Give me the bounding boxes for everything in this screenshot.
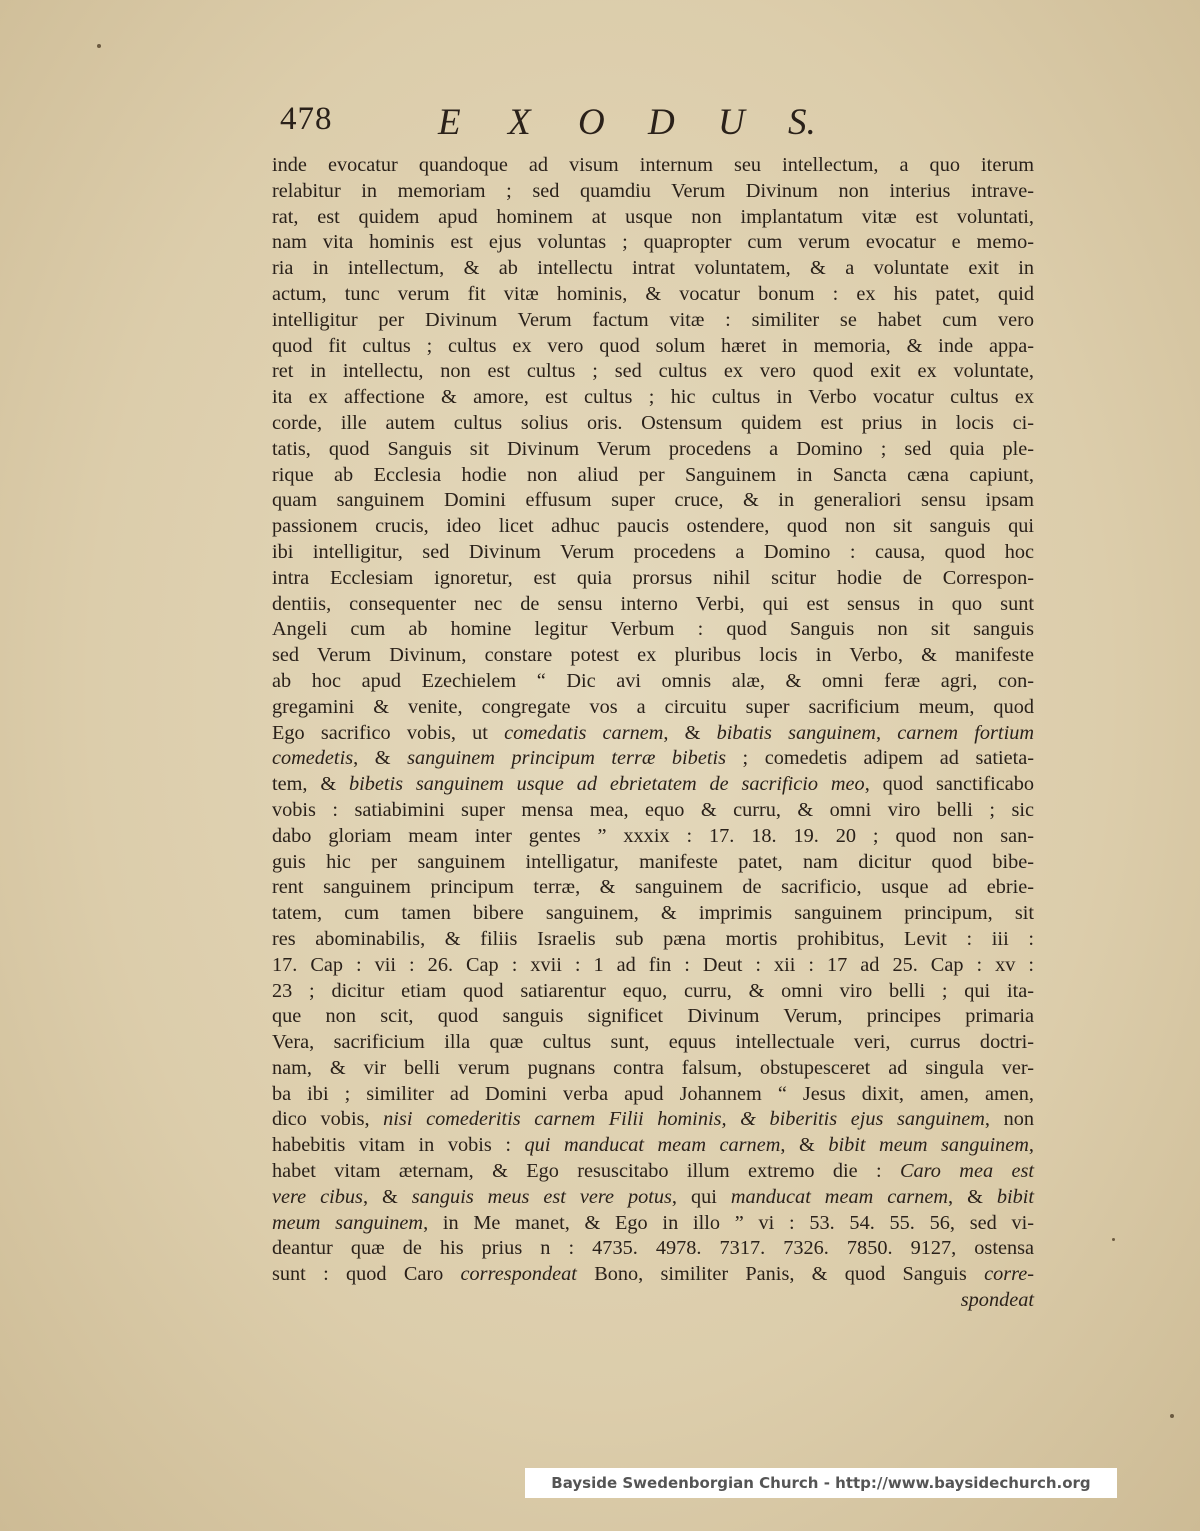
page-header — [270, 101, 1070, 149]
text-run: tatem, cum tamen bibere sanguinem, & imprimis sanguinem principum, sit — [272, 902, 1034, 925]
text-run: 23 ; dicitur etiam quod satiarentur equo, curru, & omni viro belli ; qui ita- — [272, 979, 1034, 1002]
text-line — [272, 643, 1034, 669]
text-line — [272, 179, 1034, 205]
text-run: ab hoc apud Ezechielem “ Dic avi omnis alæ, & omni feræ agri, con- — [272, 669, 1034, 692]
text-run: intelligitur per Divinum Verum factum vitæ : similiter se habet cum vero — [272, 308, 1034, 331]
text-line — [272, 282, 1034, 308]
text-line — [272, 1004, 1034, 1030]
text-line — [272, 695, 1034, 721]
text-line — [272, 540, 1034, 566]
italic-run: qui manducat meam carnem — [524, 1134, 781, 1157]
italic-run: bibetis sanguinem usque ad ebrietatem de sacrificio meo — [348, 773, 865, 796]
text-run: rique ab Ecclesia hodie non aliud per Sanguinem in Sancta cæna capiunt, — [272, 463, 1034, 486]
text-run: ria in intellectum, & ab intellectu intrat voluntatem, & a voluntate exit in — [272, 257, 1034, 280]
text-run: guis hic per sanguinem intelligatur, manifeste patet, nam dicitur quod bibe- — [272, 850, 1034, 873]
text-line — [272, 1030, 1034, 1056]
text-run: que non scit, quod sanguis significet Divinum Verum, principes primaria — [272, 1005, 1034, 1028]
text-line — [272, 230, 1034, 256]
italic-run: comedetis — [272, 747, 354, 770]
italic-run: comedatis carnem — [504, 721, 664, 744]
text-run: intra Ecclesiam ignoretur, est quia prorsus nihil scitur hodie de Correspon- — [272, 566, 1034, 589]
text-line — [272, 901, 1034, 927]
text-line — [272, 617, 1034, 643]
text-run: , — [1028, 1134, 1034, 1157]
text-run: sunt : quod Caro — [272, 1263, 461, 1286]
text-run: Vera, sacrificium illa quæ cultus sunt, equus intellectuale veri, currus doctri- — [272, 1031, 1034, 1054]
text-line — [272, 359, 1034, 385]
text-line — [272, 772, 1034, 798]
text-line — [272, 1133, 1034, 1159]
text-run: deantur quæ de his prius n : 4735. 4978. 7317. 7326. 7850. 9127, ostensa — [272, 1237, 1034, 1260]
text-run: rent sanguinem principum terræ, & sanguinem de sacrificio, usque ad ebrie- — [272, 876, 1034, 899]
catchword: spondeat — [960, 1289, 1034, 1312]
text-run: tatis, quod Sanguis sit Divinum Verum procedens a Domino ; sed quia ple- — [272, 437, 1034, 460]
text-run: ret in intellectu, non est cultus ; sed cultus ex vero quod exit ex voluntate, — [272, 360, 1034, 383]
running-title — [438, 101, 858, 144]
text-run: sed Verum Divinum, constare potest ex pluribus locis in Verbo, & manifeste — [272, 644, 1034, 667]
text-line — [272, 308, 1034, 334]
text-line — [272, 1262, 1034, 1288]
italic-run: correspondeat — [460, 1263, 577, 1286]
text-line — [272, 411, 1034, 437]
text-line — [272, 153, 1034, 179]
text-run: nam, & vir belli verum pugnans contra falsum, obstupesceret ad singula ver- — [272, 1056, 1034, 1079]
text-line — [272, 1056, 1034, 1082]
text-line — [272, 953, 1034, 979]
text-line — [272, 1082, 1034, 1108]
text-run: , & — [362, 1185, 412, 1208]
paper-speck — [97, 44, 101, 48]
text-line — [272, 514, 1034, 540]
text-run: passionem crucis, ideo licet adhuc paucis ostendere, quod non sit sanguis qui — [272, 515, 1034, 538]
italic-run: carnem fortium — [897, 721, 1034, 744]
text-run: ba ibi ; similiter ad Domini verba apud Johannem “ Jesus dixit, amen, amen, — [272, 1082, 1034, 1105]
italic-run: bibit meum sanguinem — [828, 1134, 1029, 1157]
text-line — [272, 592, 1034, 618]
text-line — [272, 721, 1034, 747]
text-run: , qui — [671, 1185, 731, 1208]
text-run: Bono, similiter Panis, & quod Sanguis — [576, 1263, 985, 1286]
text-line — [272, 824, 1034, 850]
paper-speck — [1170, 1414, 1174, 1418]
text-run: habet vitam æternam, & Ego resuscitabo illum extremo die : — [272, 1160, 900, 1183]
title-letter: U — [718, 102, 745, 143]
text-line — [272, 1185, 1034, 1211]
text-run: rat, est quidem apud hominem at usque non implantatum vitæ est voluntati, — [272, 205, 1034, 228]
text-run: , & — [663, 721, 717, 744]
text-line — [272, 875, 1034, 901]
italic-run: meum sanguinem — [272, 1211, 424, 1234]
italic-run: manducat meam carnem — [730, 1185, 949, 1208]
text-line — [272, 1159, 1034, 1185]
title-letter: O — [578, 102, 605, 143]
text-line — [272, 205, 1034, 231]
text-run: ; comedetis adipem ad satieta- — [726, 747, 1034, 770]
watermark-banner: Bayside Swedenborgian Church - http://www.baysidechurch.org — [525, 1468, 1117, 1498]
text-line — [272, 566, 1034, 592]
title-letter: E — [438, 102, 461, 143]
text-line — [272, 437, 1034, 463]
text-line — [272, 746, 1034, 772]
text-run: gregamini & venite, congregate vos a circuitu super sacrificium meum, quod — [272, 695, 1034, 718]
italic-run: vere cibus — [272, 1185, 363, 1208]
text-run: Angeli cum ab homine legitur Verbum : quod Sanguis non sit sanguis — [272, 618, 1034, 641]
text-run: , — [875, 721, 898, 744]
text-run: dentiis, consequenter nec de sensu interno Verbi, qui est sensus in quo sunt — [272, 592, 1034, 615]
text-run: 17. Cap : vii : 26. Cap : xvii : 1 ad fin : Deut : xii : 17 ad 25. Cap : xv : — [272, 953, 1034, 976]
italic-run: nisi comederitis carnem Filii hominis, & biberitis ejus sanguinem — [383, 1108, 985, 1131]
text-line — [272, 1236, 1034, 1262]
text-run: , & — [948, 1185, 997, 1208]
text-run: ibi intelligitur, sed Divinum Verum procedens a Domino : causa, quod hoc — [272, 540, 1034, 563]
text-run: actum, tunc verum fit vitæ hominis, & vocatur bonum : ex his patet, quid — [272, 282, 1034, 305]
text-run: quam sanguinem Domini effusum super cruce, & in generaliori sensu ipsam — [272, 489, 1034, 512]
text-run: relabitur in memoriam ; sed quamdiu Verum Divinum non interius intrave- — [272, 179, 1034, 202]
text-run: dabo gloriam meam inter gentes ” xxxix : 17. 18. 19. 20 ; quod non san- — [272, 824, 1034, 847]
text-line — [272, 334, 1034, 360]
text-run: , & — [780, 1134, 829, 1157]
text-run: quod fit cultus ; cultus ex vero quod solum hæret in memoria, & inde appa- — [272, 334, 1034, 357]
text-run: Ego sacrifico vobis, ut — [272, 721, 505, 744]
title-letter: X — [508, 102, 531, 143]
title-letter: D — [648, 102, 675, 143]
text-line — [272, 850, 1034, 876]
text-run: inde evocatur quandoque ad visum internum seu intellectum, a quo iterum — [272, 154, 1034, 176]
text-line — [272, 488, 1034, 514]
text-run: nam vita hominis est ejus voluntas ; quapropter cum verum evocatur e memo- — [272, 231, 1034, 254]
paper-speck — [1112, 1238, 1115, 1241]
text-line — [272, 256, 1034, 282]
italic-run: sanguinem principum terræ bibetis — [407, 747, 726, 770]
italic-run: corre- — [984, 1263, 1035, 1286]
text-run: corde, ille autem cultus solius oris. Ostensum quidem est prius in locis ci- — [272, 411, 1034, 434]
text-line — [272, 669, 1034, 695]
text-line — [272, 798, 1034, 824]
title-letter: S. — [788, 102, 816, 143]
text-run: ita ex affectione & amore, est cultus ; hic cultus in Verbo vocatur cultus ex — [272, 386, 1034, 409]
text-run: habebitis vitam in vobis : — [272, 1134, 525, 1157]
text-run: dico vobis, — [272, 1108, 384, 1131]
italic-run: Caro mea est — [899, 1160, 1034, 1183]
text-line — [272, 979, 1034, 1005]
text-line — [272, 463, 1034, 489]
text-run: tem, & — [272, 773, 349, 796]
text-run: vobis : satiabimini super mensa mea, equo & curru, & omni viro belli ; sic — [272, 798, 1034, 821]
italic-run: bibit — [996, 1185, 1035, 1208]
text-line — [272, 385, 1034, 411]
page-number: 478 — [280, 101, 333, 137]
body-text — [272, 153, 1034, 1314]
text-run: , quod sanctificabo — [864, 773, 1034, 796]
text-run: , in Me manet, & Ego in illo ” vi : 53. 54. 55. 56, sed vi- — [423, 1211, 1035, 1234]
text-run: res abominabilis, & filiis Israelis sub pæna mortis prohibitus, Levit : iii : — [272, 927, 1034, 950]
text-line — [272, 1211, 1034, 1237]
italic-run: bibatis sanguinem — [716, 721, 876, 744]
text-run: , & — [353, 747, 408, 770]
text-line — [272, 1107, 1034, 1133]
text-line — [272, 927, 1034, 953]
text-run: , non — [984, 1108, 1035, 1131]
italic-run: sanguis meus est vere potus — [411, 1185, 672, 1208]
